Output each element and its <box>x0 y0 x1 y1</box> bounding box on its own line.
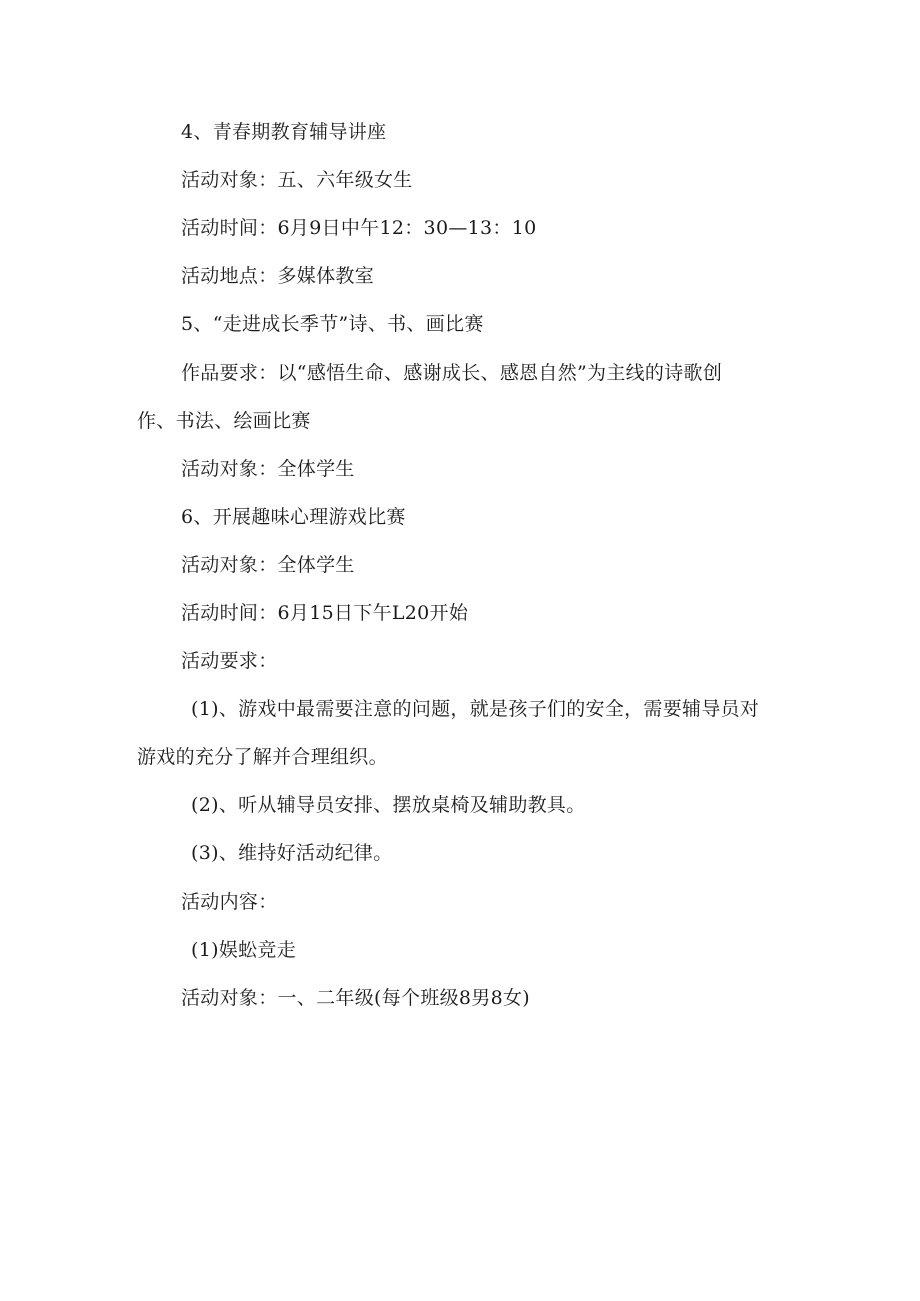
heading-item-5: 5、“走进成长季节”诗、书、画比赛 <box>181 313 484 335</box>
heading-item-6: 6、开展趣味心理游戏比赛 <box>181 506 406 528</box>
activity-target-line: 活动对象：全体学生 <box>181 458 355 480</box>
activity-target-line: 活动对象：五、六年级女生 <box>181 169 413 191</box>
heading-item-4: 4、青春期教育辅导讲座 <box>181 121 387 143</box>
content-item-1: (1)娱蚣竞走 <box>191 939 297 961</box>
activity-time-line: 活动时间：6月9日中午12：30—13：10 <box>181 217 537 239</box>
activity-time-line: 活动时间：6月15日下午L20开始 <box>181 602 469 624</box>
activity-location-line: 活动地点：多媒体教室 <box>181 265 375 287</box>
requirement-item-2: (2)、听从辅导员安排、摆放桌椅及辅助教具。 <box>191 794 586 816</box>
requirement-item-1-continuation: 游戏的充分了解并合理组织。 <box>137 746 388 768</box>
work-requirements-line: 作品要求：以“感悟生命、感谢成长、感恩自然”为主线的诗歌创 <box>181 362 723 384</box>
activity-target-line: 活动对象：全体学生 <box>181 554 355 576</box>
activity-content-heading: 活动内容： <box>181 891 278 913</box>
requirement-item-1: (1)、游戏中最需要注意的问题，就是孩子们的安全，需要辅导员对 <box>191 698 760 720</box>
requirement-item-3: (3)、维持好活动纪律。 <box>191 842 393 864</box>
work-requirements-continuation: 作、书法、绘画比赛 <box>137 410 311 432</box>
activity-requirements-heading: 活动要求： <box>181 650 278 672</box>
activity-target-line: 活动对象：一、二年级(每个班级8男8女) <box>181 987 531 1009</box>
